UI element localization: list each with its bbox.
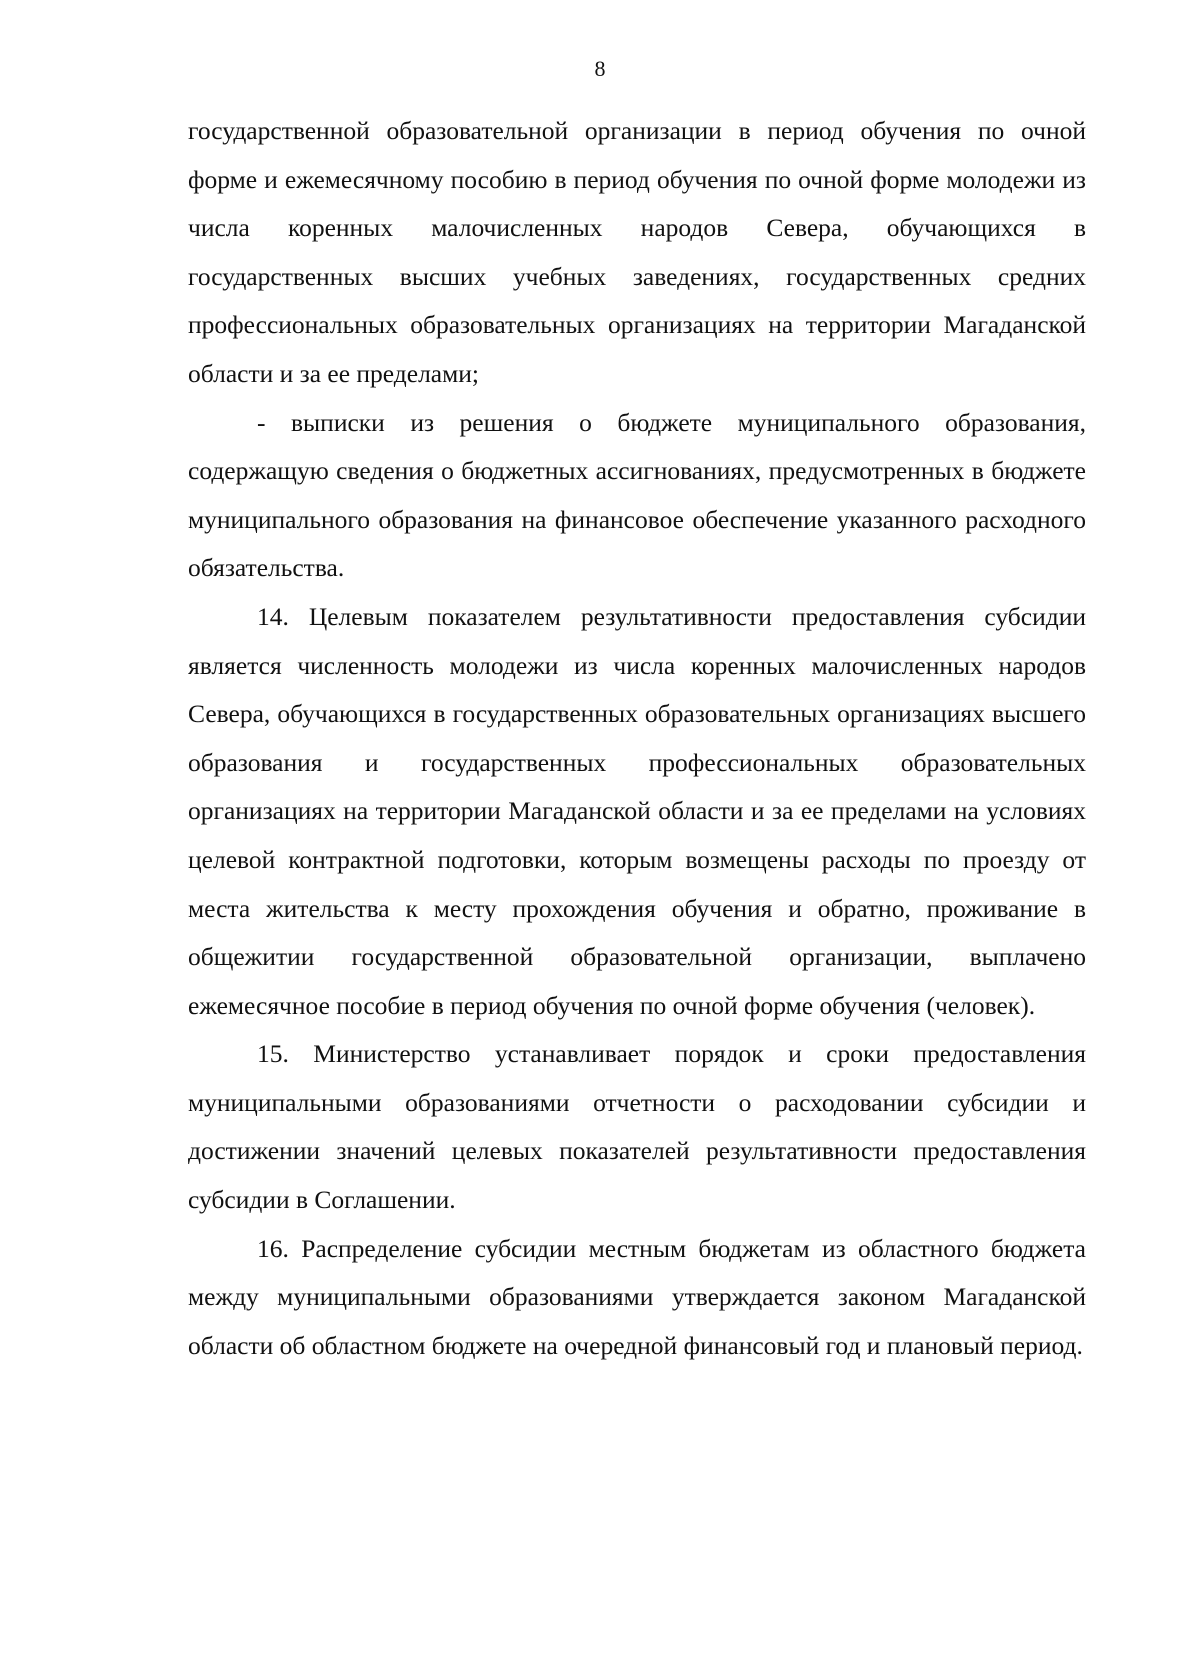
paragraph-16-subsidy-distribution: 16. Распределение субсидии местным бюджетам из областного бюджета между муниципальными образованиями утверждается законом Магаданской области об областном бюджете на очередной финансовый год и плановый период. <box>188 1233 1086 1360</box>
paragraph-14-target-indicator: 14. Целевым показателем результативности предоставления субсидии является численность молодежи из числа коренных малочисленных народов Севера, обучающихся в государственных образовательных организациях высшего образования и государственных профессиональных образовательных организациях на территории Магаданской области и за ее пределами на условиях целевой контрактной подготовки, которым возмещены расходы по проезду от места жительства к месту прохождения обучения и обратно, проживание в общежитии государственной образовательной организации, выплачено ежемесячное пособие в период обучения по очной форме обучения (человек). <box>188 601 1086 1020</box>
paragraph-15-reporting-procedure: 15. Министерство устанавливает порядок и сроки предоставления муниципальными образованиями отчетности о расходовании субсидии и достижении значений целевых показателей результативности предоставления субсидии в Соглашении. <box>188 1039 1086 1215</box>
paragraph-budget-extract: - выписки из решения о бюджете муниципального образования, содержащую сведения о бюджетных ассигнованиях, предусмотренных в бюджете муниципального образования на финансовое обеспечение указанного расходного обязательства. <box>188 407 1086 583</box>
paragraph-continuation: государственной образовательной организации в период обучения по очной форме и ежемесячному пособию в период обучения по очной форме молодежи из числа коренных малочисленных народов Севера, обучающихся в государственных высших учебных заведениях, государственных средних профессиональных образовательных организациях на территории Магаданской области и за ее пределами; <box>188 116 1086 388</box>
document-body <box>188 107 1086 1370</box>
page-number: 8 <box>594 56 606 81</box>
